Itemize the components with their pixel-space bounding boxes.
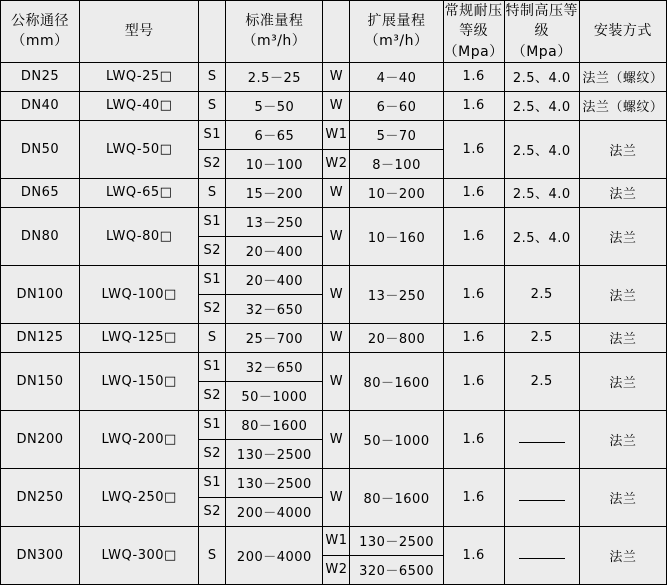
cell-nominal-diameter: DN25 (1, 62, 80, 91)
cell-standard-tag: S2 (199, 236, 226, 265)
cell-standard-range: 200－4000 (226, 497, 323, 526)
cell-high-pressure-rating: 2.5 (504, 352, 579, 410)
cell-high-pressure-rating: 2.5、4.0 (504, 120, 579, 178)
cell-standard-range: 32－650 (226, 294, 323, 323)
cell-extended-range: 8－100 (350, 149, 443, 178)
column-header-pressure-rating-title: 常规耐压等级 (444, 3, 503, 40)
cell-extended-range: 4－40 (350, 62, 443, 91)
cell-installation: 法兰 (579, 120, 666, 178)
cell-nominal-diameter: DN40 (1, 91, 80, 120)
cell-installation: 法兰 (579, 178, 666, 207)
cell-standard-tag: S1 (199, 120, 226, 149)
column-header-model: 型号 (80, 1, 199, 63)
cell-installation: 法兰（螺纹） (579, 91, 666, 120)
cell-standard-range: 25－700 (226, 323, 323, 352)
cell-pressure-rating: 1.6 (443, 62, 504, 91)
table-row (1, 120, 667, 149)
cell-pressure-rating: 1.6 (443, 468, 504, 526)
cell-standard-range: 32－650 (226, 352, 323, 381)
cell-standard-tag: S (199, 526, 226, 584)
cell-standard-tag: S2 (199, 294, 226, 323)
cell-model: LWQ-150□ (80, 352, 199, 410)
cell-nominal-diameter: DN300 (1, 526, 80, 584)
cell-standard-range: 130－2500 (226, 468, 323, 497)
cell-nominal-diameter: DN125 (1, 323, 80, 352)
cell-extended-tag: W (323, 62, 350, 91)
table-row (1, 410, 667, 439)
cell-installation: 法兰 (579, 207, 666, 265)
cell-pressure-rating: 1.6 (443, 352, 504, 410)
column-header-pressure-rating-unit: （Mpa） (443, 43, 504, 60)
cell-installation: 法兰 (579, 352, 666, 410)
cell-extended-range: 10－200 (350, 178, 443, 207)
table-row (1, 207, 667, 236)
cell-standard-range: 5－50 (226, 91, 323, 120)
cell-pressure-rating: 1.6 (443, 265, 504, 323)
cell-pressure-rating: 1.6 (443, 178, 504, 207)
cell-standard-tag: S (199, 178, 226, 207)
cell-model: LWQ-25□ (80, 62, 199, 91)
cell-standard-tag: S1 (199, 265, 226, 294)
column-header-high-pressure-rating-title: 特制高压等级 (505, 3, 578, 40)
column-header-high-pressure-rating-unit: （Mpa） (511, 43, 572, 60)
cell-model: LWQ-100□ (80, 265, 199, 323)
cell-installation: 法兰 (579, 323, 666, 352)
empty-value-dash (519, 551, 565, 559)
cell-extended-tag: W1 (323, 120, 350, 149)
cell-high-pressure-rating: 2.5、4.0 (504, 207, 579, 265)
cell-standard-range: 50－1000 (226, 381, 323, 410)
cell-standard-range: 20－400 (226, 265, 323, 294)
cell-nominal-diameter: DN80 (1, 207, 80, 265)
cell-extended-tag: W1 (323, 526, 350, 555)
cell-high-pressure-rating (504, 526, 579, 584)
cell-extended-tag: W (323, 352, 350, 410)
cell-model: LWQ-80□ (80, 207, 199, 265)
cell-standard-range: 6－65 (226, 120, 323, 149)
cell-extended-tag: W (323, 265, 350, 323)
cell-high-pressure-rating: 2.5、4.0 (504, 178, 579, 207)
cell-standard-tag: S1 (199, 410, 226, 439)
column-header-standard-range (226, 1, 323, 63)
cell-installation: 法兰 (579, 526, 666, 584)
cell-model: LWQ-250□ (80, 468, 199, 526)
cell-extended-range: 20－800 (350, 323, 443, 352)
empty-value-dash (519, 435, 565, 443)
column-header-high-pressure-rating (504, 1, 579, 63)
cell-extended-tag: W (323, 468, 350, 526)
cell-high-pressure-rating (504, 468, 579, 526)
cell-model: LWQ-50□ (80, 120, 199, 178)
table-row (1, 62, 667, 91)
cell-pressure-rating: 1.6 (443, 323, 504, 352)
column-header-extended-tag (323, 1, 350, 63)
cell-standard-tag: S2 (199, 497, 226, 526)
cell-high-pressure-rating: 2.5、4.0 (504, 62, 579, 91)
cell-standard-range: 130－2500 (226, 439, 323, 468)
cell-extended-range: 6－60 (350, 91, 443, 120)
cell-model: LWQ-40□ (80, 91, 199, 120)
cell-standard-range: 2.5－25 (226, 62, 323, 91)
cell-installation: 法兰（螺纹） (579, 62, 666, 91)
cell-extended-tag: W2 (323, 555, 350, 584)
cell-extended-range: 10－160 (350, 207, 443, 265)
cell-model: LWQ-300□ (80, 526, 199, 584)
cell-standard-tag: S2 (199, 381, 226, 410)
cell-extended-tag: W (323, 91, 350, 120)
cell-nominal-diameter: DN150 (1, 352, 80, 410)
cell-extended-range: 50－1000 (350, 410, 443, 468)
cell-nominal-diameter: DN200 (1, 410, 80, 468)
column-header-standard-tag (199, 1, 226, 63)
table-body (1, 62, 667, 584)
empty-value-dash (519, 493, 565, 501)
cell-installation: 法兰 (579, 468, 666, 526)
cell-standard-range: 200－4000 (226, 526, 323, 584)
cell-standard-range: 10－100 (226, 149, 323, 178)
cell-high-pressure-rating: 2.5、4.0 (504, 91, 579, 120)
cell-extended-tag: W (323, 207, 350, 265)
cell-extended-tag: W (323, 323, 350, 352)
cell-high-pressure-rating (504, 410, 579, 468)
cell-extended-range: 5－70 (350, 120, 443, 149)
cell-model: LWQ-200□ (80, 410, 199, 468)
cell-nominal-diameter: DN65 (1, 178, 80, 207)
cell-pressure-rating: 1.6 (443, 207, 504, 265)
table-row (1, 91, 667, 120)
table-header (1, 1, 667, 63)
cell-standard-tag: S1 (199, 468, 226, 497)
table-row (1, 265, 667, 294)
column-header-nominal-diameter (1, 1, 80, 63)
cell-extended-range: 80－1600 (350, 468, 443, 526)
cell-standard-tag: S (199, 323, 226, 352)
table-row (1, 526, 667, 555)
cell-standard-range: 80－1600 (226, 410, 323, 439)
column-header-pressure-rating (443, 1, 504, 63)
cell-model: LWQ-65□ (80, 178, 199, 207)
cell-extended-tag: W (323, 410, 350, 468)
cell-extended-range: 130－2500 (350, 526, 443, 555)
cell-pressure-rating: 1.6 (443, 120, 504, 178)
cell-extended-tag: W2 (323, 149, 350, 178)
column-header-standard-range-title: 标准量程 (245, 13, 304, 30)
cell-nominal-diameter: DN250 (1, 468, 80, 526)
table-row (1, 323, 667, 352)
table-header-row (1, 1, 667, 63)
cell-pressure-rating: 1.6 (443, 526, 504, 584)
cell-standard-tag: S1 (199, 352, 226, 381)
cell-extended-range: 80－1600 (350, 352, 443, 410)
column-header-nominal-diameter-title: 公称通径 (11, 13, 70, 30)
cell-standard-tag: S2 (199, 439, 226, 468)
column-header-nominal-diameter-unit: （mm） (11, 33, 69, 50)
column-header-standard-range-unit: （m³/h） (242, 33, 307, 50)
cell-standard-range: 20－400 (226, 236, 323, 265)
table-row (1, 352, 667, 381)
column-header-installation: 安装方式 (579, 1, 666, 63)
cell-high-pressure-rating: 2.5 (504, 265, 579, 323)
column-header-extended-range-title: 扩展量程 (367, 13, 426, 30)
cell-extended-range: 13－250 (350, 265, 443, 323)
cell-installation: 法兰 (579, 265, 666, 323)
cell-pressure-rating: 1.6 (443, 91, 504, 120)
cell-extended-range: 320－6500 (350, 555, 443, 584)
cell-standard-tag: S (199, 91, 226, 120)
cell-standard-tag: S2 (199, 149, 226, 178)
cell-extended-tag: W (323, 178, 350, 207)
table-row (1, 468, 667, 497)
column-header-extended-range-unit: （m³/h） (364, 33, 429, 50)
cell-standard-range: 15－200 (226, 178, 323, 207)
table-row (1, 178, 667, 207)
cell-high-pressure-rating: 2.5 (504, 323, 579, 352)
cell-pressure-rating: 1.6 (443, 410, 504, 468)
cell-nominal-diameter: DN100 (1, 265, 80, 323)
cell-standard-tag: S1 (199, 207, 226, 236)
cell-nominal-diameter: DN50 (1, 120, 80, 178)
cell-standard-tag: S (199, 62, 226, 91)
column-header-extended-range (350, 1, 443, 63)
cell-standard-range: 13－250 (226, 207, 323, 236)
cell-installation: 法兰 (579, 410, 666, 468)
cell-model: LWQ-125□ (80, 323, 199, 352)
